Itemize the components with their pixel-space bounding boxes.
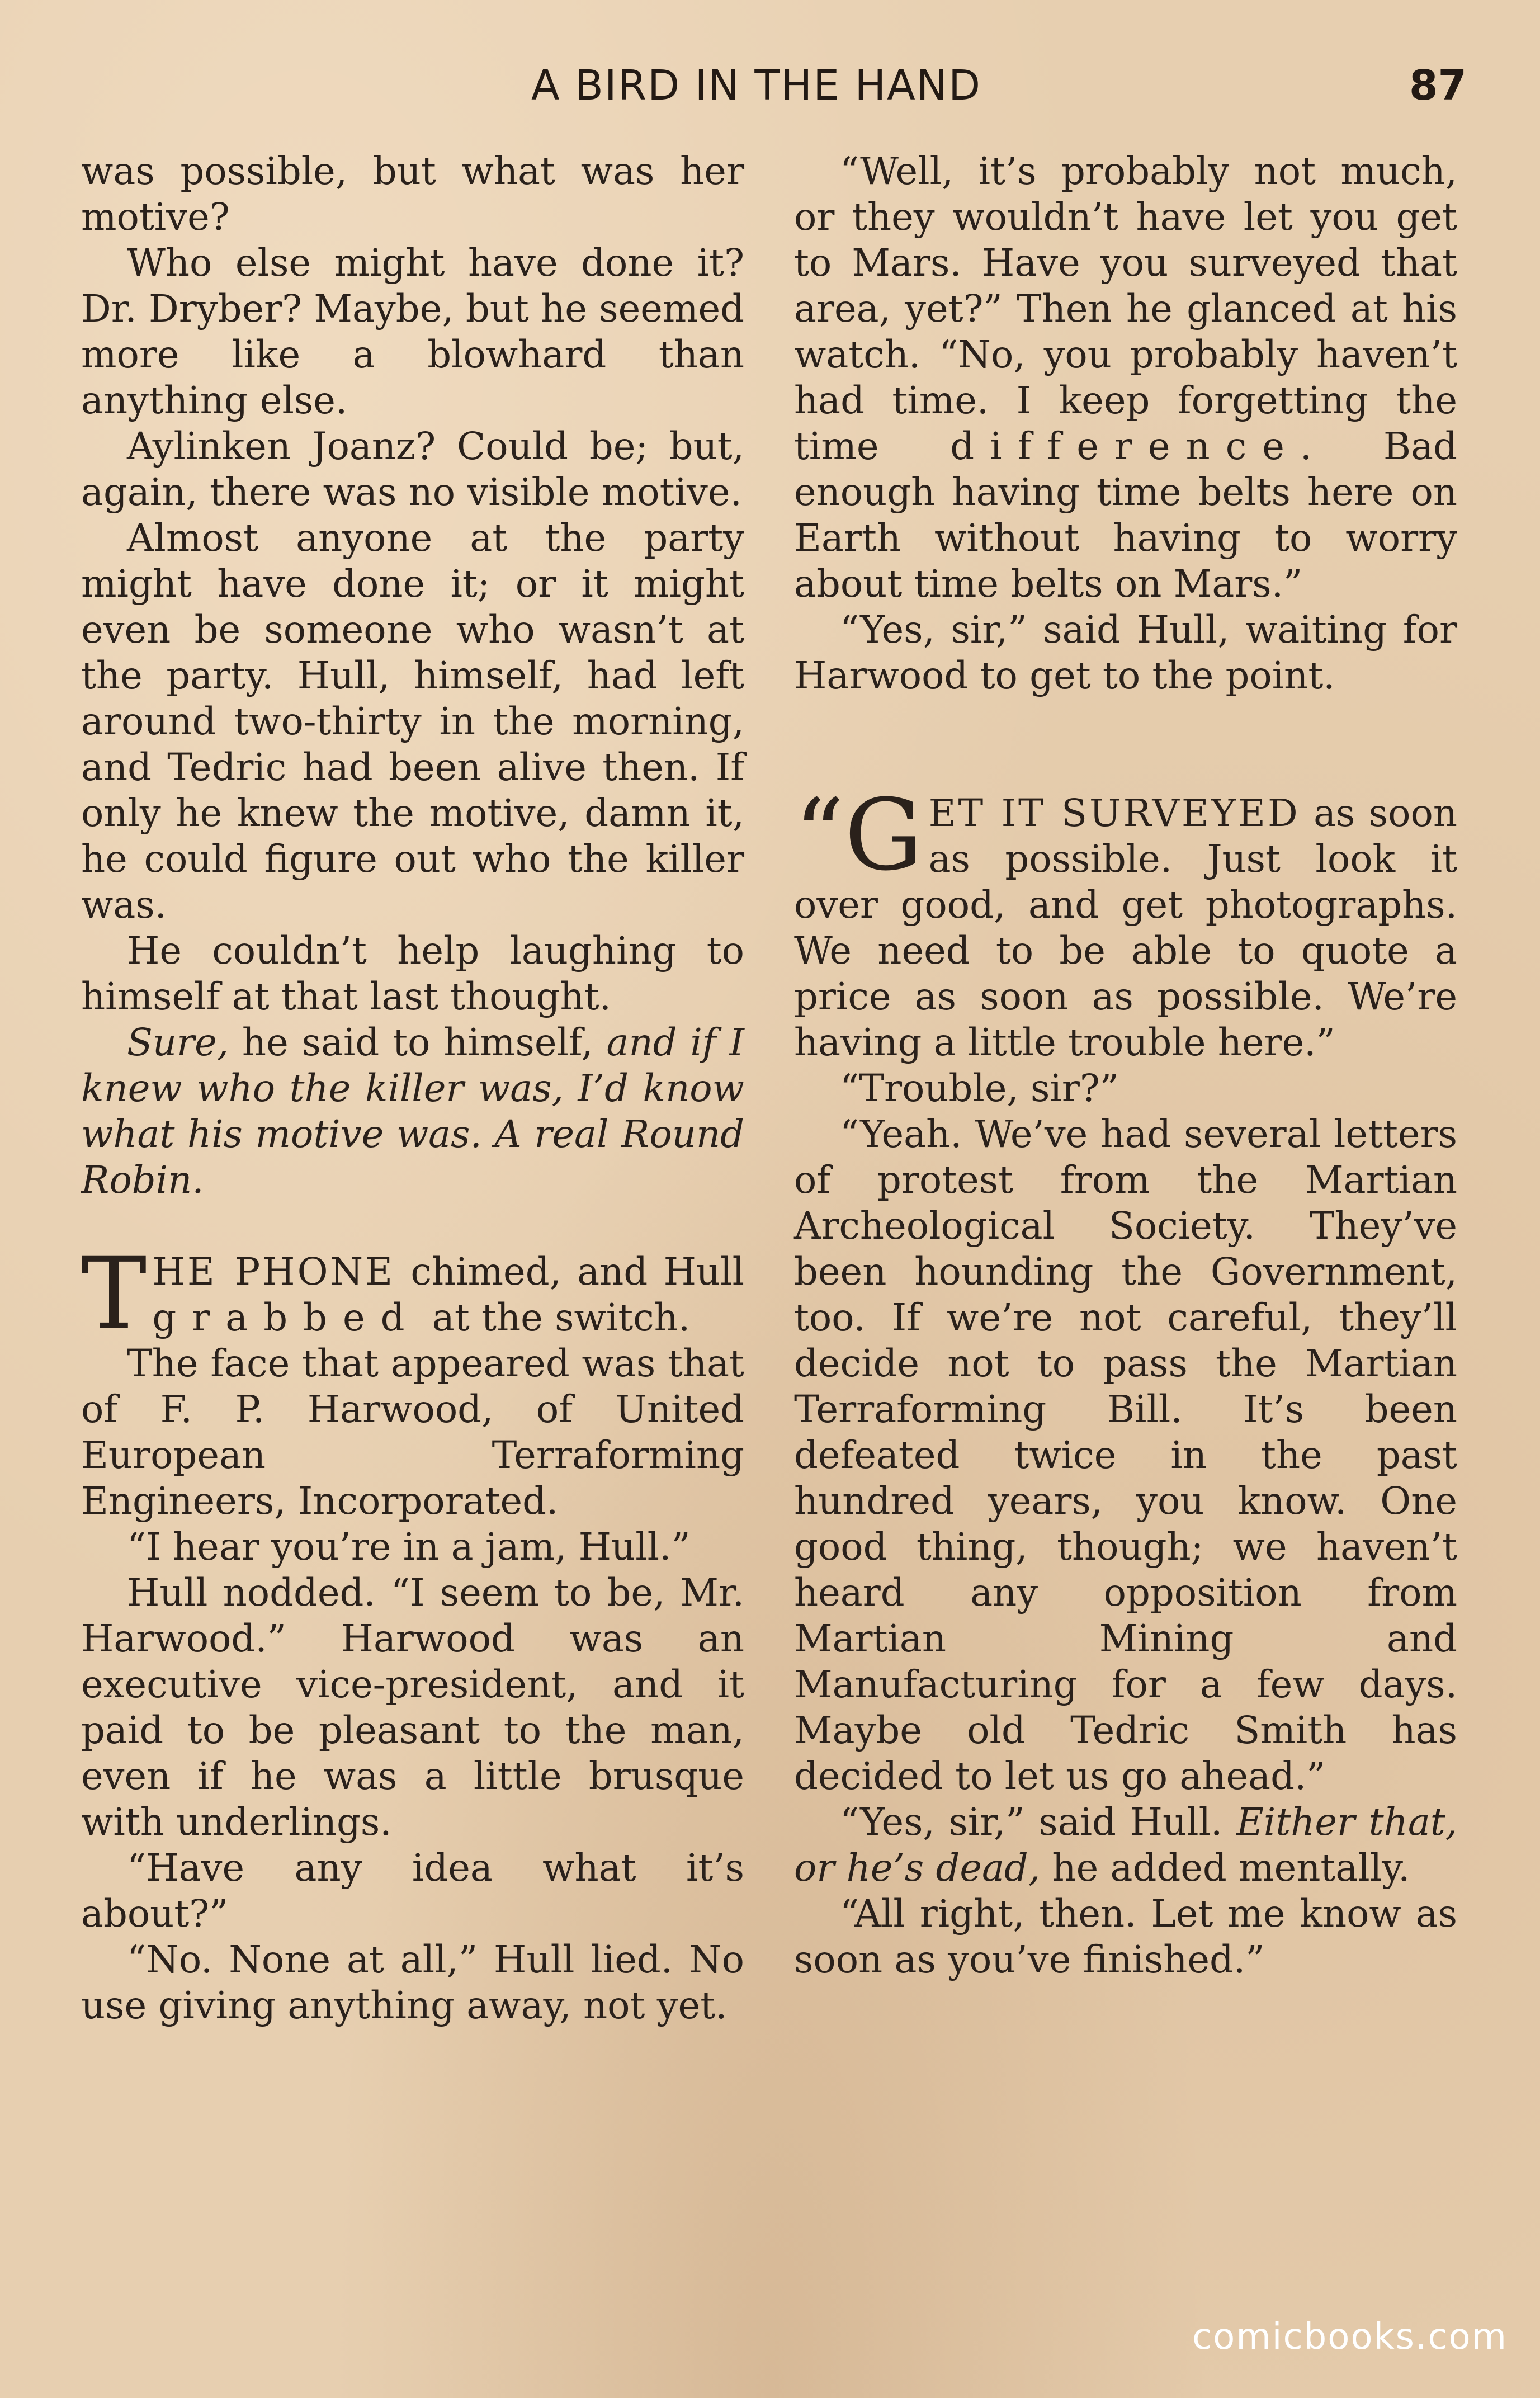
text: at the switch.: [420, 1296, 691, 1339]
paragraph: [794, 148, 1457, 607]
paragraph: Hull nodded. “I seem to be, Mr. Harwood.” Harwood was an executive vice-president, and it paid to be pleasant to the man, even if he was a little brusque with underlings.: [81, 1571, 744, 1844]
paragraph: “Trouble, sir?”: [840, 1066, 1119, 1110]
right-column: [794, 148, 1457, 1982]
section-opening-paragraph: [81, 1236, 744, 1351]
paragraph: “Have any idea what it’s about?”: [81, 1846, 744, 1936]
paragraph: He couldn’t help laughing to himself at that last thought.: [81, 929, 744, 1018]
lead-in-caps: ET IT SURVEYED: [928, 791, 1300, 835]
letterspaced-text: grabbed: [152, 1296, 421, 1339]
text: . Bad enough having time belts here on Earth without having to worry about time belts on Mars.”: [794, 424, 1457, 606]
lead-in-caps: HE PHONE: [152, 1250, 395, 1294]
story-title: A BIRD IN THE HAND: [531, 62, 982, 110]
paragraph: “I hear you’re in a jam, Hull.”: [127, 1525, 691, 1569]
drop-cap-letter: G: [844, 778, 923, 893]
italic-text: Either that, or he’s dead,: [794, 1800, 1457, 1890]
open-quote: “: [794, 778, 844, 893]
running-head: [0, 62, 1540, 117]
site-watermark: comicbooks.com: [1192, 2316, 1508, 2358]
paragraph: “All right, then. Let me know as soon as you’ve finished.”: [794, 1892, 1457, 1981]
paragraph: was possible, but what was her motive?: [81, 149, 744, 239]
text: he added mentally.: [1040, 1846, 1410, 1890]
italic-text: Sure,: [127, 1021, 229, 1064]
paragraph: Who else might have done it? Dr. Dryber? Maybe, but he seemed more like a blowhard than anything else.: [81, 241, 745, 422]
text: “Well, it’s probably not much, or they wouldn’t have let you get to Mars. Have you surveyed that area, yet?” Then he glanced at his watch. “No, you probably haven’t had time. I keep forgetting the time: [794, 149, 1457, 468]
paragraph: “Yeah. We’ve had several letters of protest from the Martian Archeological Society. They’ve been hounding the Government, too. If we’re not careful, they’ll decide not to pass the Martian Terraforming Bill. It’s been defeated twice in the past hundred years, you know. One good thing, though; we haven’t heard any opposition from Martian Mining and Manufacturing for a few days. Maybe old Tedric Smith has decided to let us go ahead.”: [794, 1112, 1457, 1798]
section-break: [81, 1203, 744, 1249]
letterspaced-text: difference: [950, 424, 1300, 468]
text: he said to himself,: [229, 1021, 607, 1064]
drop-cap: T: [81, 1236, 147, 1351]
paragraph: [794, 1799, 1457, 1891]
italic-text: and if I knew who the killer was, I’d know what his motive was. A real Round Robin.: [81, 1021, 744, 1202]
left-column: [81, 148, 744, 2028]
paragraph: [81, 1019, 744, 1203]
section-break: [794, 698, 1457, 790]
paragraph: Aylinken Joanz? Could be; but, again, there was no visible motive.: [81, 424, 744, 514]
drop-cap: [794, 778, 923, 893]
paragraph: Almost anyone at the party might have done it; or it might even be someone who wasn’t at the party. Hull, himself, had left around two-thirty in the morning, and Tedric had been alive then. If only he knew the motive, damn it, he could figure out who the killer was.: [81, 516, 744, 927]
section-opening-paragraph: [794, 778, 1457, 1065]
text: chimed, and Hull: [395, 1250, 744, 1294]
paragraph: “Yes, sir,” said Hull, waiting for Harwood to get to the point.: [794, 608, 1457, 697]
paragraph: The face that appeared was that of F. P. Harwood, of United European Terraforming Engineers, Incorporated.: [81, 1342, 744, 1523]
page-number: 87: [1409, 62, 1467, 110]
paragraph: “No. None at all,” Hull lied. No use giving anything away, not yet.: [81, 1938, 744, 2027]
text: “Yes, sir,” said Hull.: [840, 1800, 1236, 1844]
text: as soon as possible. Just look it over good, and get photographs. We need to be able to quote a price as soon as possible. We’re having a little trouble here.”: [794, 791, 1457, 1064]
